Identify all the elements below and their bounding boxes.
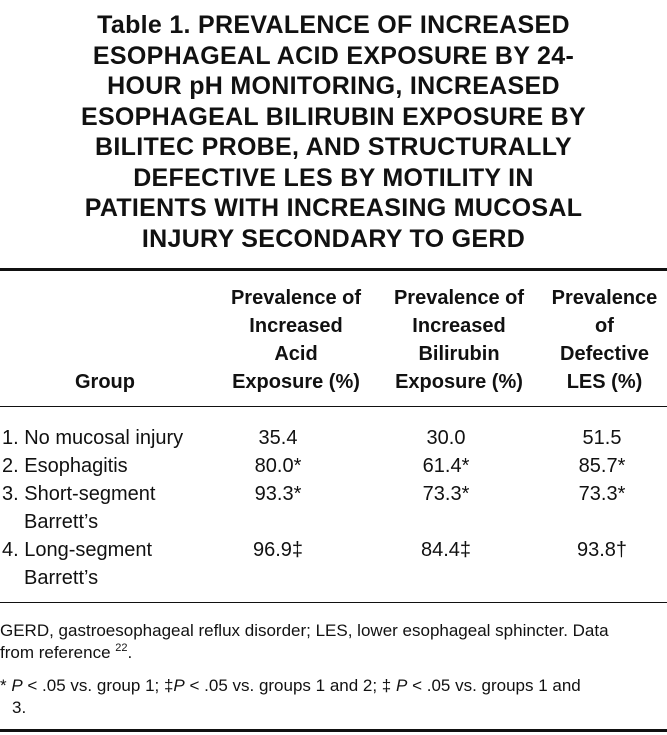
header-group: Group bbox=[75, 371, 135, 393]
row3-group-line1: 3. Short-segment bbox=[2, 483, 156, 505]
row2-les: 85.7* bbox=[578, 455, 626, 477]
row4-les: 93.8† bbox=[576, 539, 628, 561]
title-line: Table 1. PREVALENCE OF INCREASED bbox=[97, 11, 570, 39]
header-les: Prevalence of Defective LES (%) bbox=[551, 287, 658, 393]
title-line: HOUR pH MONITORING, INCREASED bbox=[107, 72, 560, 100]
header-acid: Prevalence of Increased Acid Exposure (%) bbox=[230, 287, 362, 393]
title-line: DEFECTIVE LES BY MOTILITY IN bbox=[133, 163, 534, 192]
title-line: BILITEC PROBE, AND STRUCTURALLY bbox=[95, 133, 572, 161]
row4-acid: 96.9‡ bbox=[252, 539, 304, 561]
footnote-significance: * P < .05 vs. group 1; ‡P < .05 vs. groups 1 and 2; ‡ P < .05 vs. groups 1 and 3. bbox=[0, 676, 581, 717]
row4-bilirubin: 84.4‡ bbox=[420, 539, 472, 561]
row3-group-line2: Barrett’s bbox=[24, 511, 99, 533]
title-line: PATIENTS WITH INCREASING MUCOSAL bbox=[84, 194, 583, 222]
title-line: INJURY SECONDARY TO GERD bbox=[141, 224, 526, 253]
row1-group: 1. No mucosal injury bbox=[2, 427, 184, 449]
reference-number: 22 bbox=[115, 642, 128, 654]
body-rule bbox=[0, 602, 667, 603]
row2-group: 2. Esophagitis bbox=[2, 455, 128, 477]
top-rule bbox=[0, 268, 667, 271]
table-title bbox=[0, 10, 667, 254]
footnote-abbreviations: GERD, gastroesophageal reflux disorder; LES, lower esophageal sphincter. Data from reference $^{22}$. bbox=[0, 621, 609, 662]
title-line: ESOPHAGEAL ACID EXPOSURE BY 24- bbox=[92, 41, 575, 70]
bottom-rule bbox=[0, 729, 667, 732]
row2-bilirubin: 61.4* bbox=[422, 455, 470, 477]
header-bilirubin: Prevalence of Increased Bilirubin Exposure (%) bbox=[393, 287, 525, 393]
title-line: ESOPHAGEAL BILIRUBIN EXPOSURE BY bbox=[80, 102, 587, 131]
row2-acid: 80.0* bbox=[254, 455, 302, 477]
header-rule bbox=[0, 406, 667, 407]
row1-acid: 35.4 bbox=[258, 427, 298, 449]
row3-les: 73.3* bbox=[578, 483, 626, 505]
row3-bilirubin: 73.3* bbox=[422, 483, 470, 505]
row1-les: 51.5 bbox=[582, 427, 622, 449]
row3-acid: 93.3* bbox=[254, 483, 302, 505]
row4-group-line2: Barrett’s bbox=[24, 567, 99, 589]
row1-bilirubin: 30.0 bbox=[426, 427, 466, 449]
row4-group-line1: 4. Long-segment bbox=[2, 539, 153, 561]
